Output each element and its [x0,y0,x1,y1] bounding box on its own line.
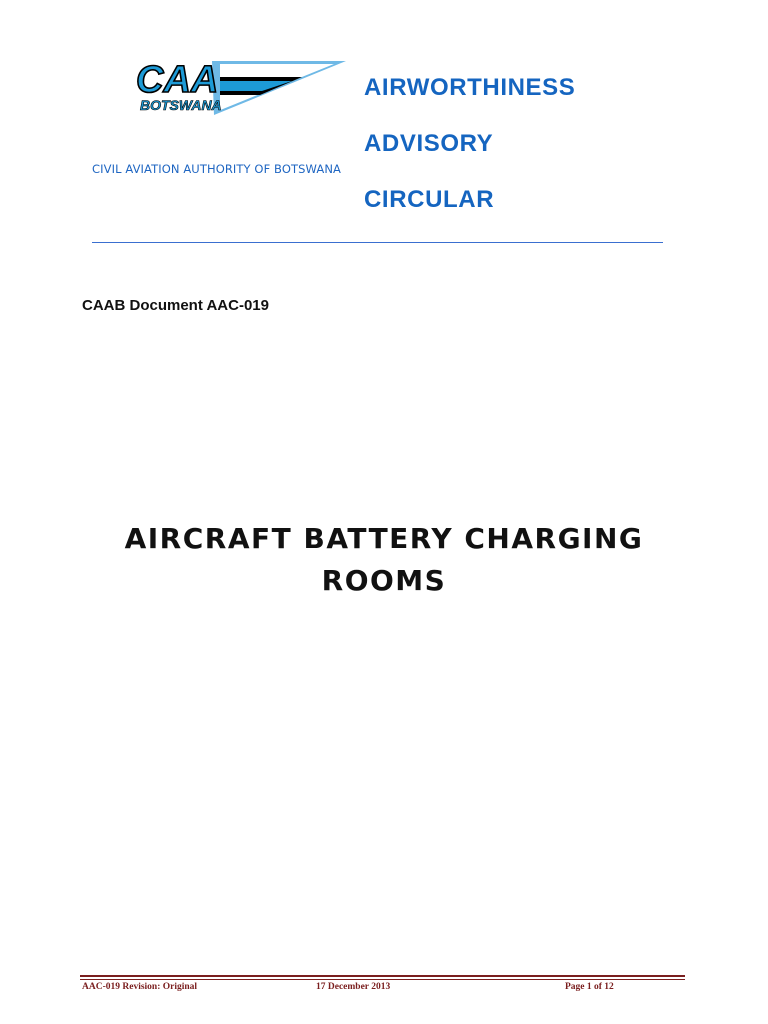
document-reference: CAAB Document AAC-019 [82,297,269,314]
heading-airworthiness: AIRWORTHINESS [364,74,576,101]
document-title-line-1: AIRCRAFT BATTERY CHARGING [124,522,644,555]
document-title-line-2: ROOMS [321,564,447,597]
logo-text: CAA [136,59,219,101]
caab-logo [134,55,346,117]
logo-subtext: BOTSWANA [140,97,222,113]
footer-date: 17 December 2013 [316,982,391,992]
footer-page-number: Page 1 of 12 [565,982,614,992]
footer-revision: AAC-019 Revision: Original [82,982,198,992]
header-divider [92,242,663,243]
footer-divider-thin [80,979,685,980]
footer-divider-thick [80,975,685,977]
heading-circular: CIRCULAR [364,186,495,213]
heading-advisory: ADVISORY [364,130,494,157]
authority-name: CIVIL AVIATION AUTHORITY OF BOTSWANA [92,162,341,176]
